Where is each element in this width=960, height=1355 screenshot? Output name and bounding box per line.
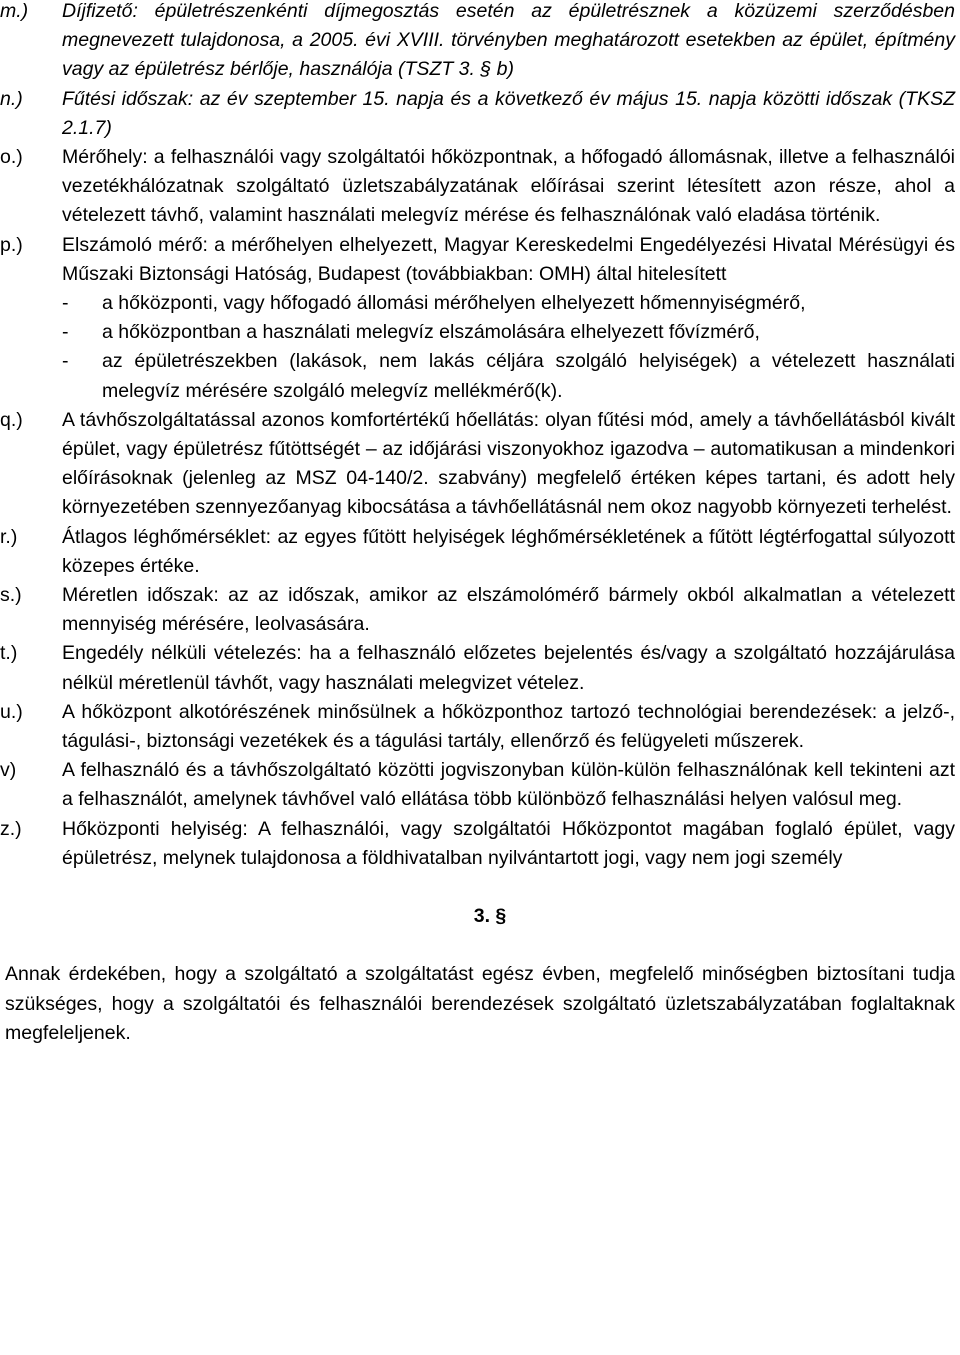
meter-subitem [62,318,955,347]
definition-s [0,581,960,639]
definition-r [0,523,960,581]
definition-v [0,756,960,814]
subitem-text: az épületrészekben (lakások, nem lakás céljára szolgáló helyiségek) a vételezett használati melegvíz mérésére szolgáló melegvíz mellékmérő(k). [102,350,955,402]
definition-p [0,231,960,406]
definition-marker: s.) [0,584,22,607]
spacer [0,931,960,960]
definition-text: Díjfizető: épületrészenkénti díjmegosztás esetén az épületrésznek a közüzemi szerződésben megnevezett tulajdonosa, a 2005. évi XVIII. törvényben meghatározott esetekben az épület, építmény vagy az épületrész bérlője, használója (TSZT 3. § b) [62,0,955,81]
meter-subitem [62,289,955,318]
dash-bullet: - [62,350,69,373]
definition-z [0,815,960,873]
definition-marker: z.) [0,817,22,840]
definition-t [0,639,960,697]
definition-marker: m.) [0,0,29,22]
meter-subitem [62,347,955,405]
spacer [0,873,960,902]
definition-marker: n.) [0,87,23,110]
definition-n [0,85,960,143]
subitem-text: a hőközpontban a használati melegvíz elszámolására elhelyezett fővízmérő, [102,321,760,344]
definition-text: Méretlen időszak: az az időszak, amikor az elszámolómérő bármely okból alkalmatlan a vételezett mennyiség mérésére, leolvasására. [62,584,955,636]
definition-marker: r.) [0,525,18,548]
section-heading: 3. § [473,905,507,928]
definition-marker: v) [0,759,17,782]
definition-text: Mérőhely: a felhasználói vagy szolgáltatói hőközpontnak, a hőfogadó állomásnak, illetve a felhasználói vezetékhálózatnak szolgáltató üzletszabályzatának előírásai szerint létesített azon része, ahol a vételezett távhő, valamint használati melegvíz mérése és felhasználónak való eladása történik. [62,146,955,227]
definition-marker: q.) [0,408,23,431]
definition-text: Elszámoló mérő: a mérőhelyen elhelyezett, Magyar Kereskedelmi Engedélyezési Hivatal Mérésügyi és Műszaki Biztonsági Hatóság, Budapest (továbbiakban: OMH) által hitelesített [62,233,955,285]
definition-o [0,143,960,231]
definition-marker: o.) [0,146,23,169]
definition-q [0,406,960,523]
definition-text: A felhasználó és a távhőszolgáltató közötti jogviszonyban külön-külön felhasználónak kell tekinteni azt a felhasználót, amelynek távhővel való ellátása több különböző felhasználási helyen valósul meg. [62,759,955,811]
dash-bullet: - [62,292,69,315]
definition-text: Átlagos léghőmérséklet: az egyes fűtött helyiségek léghőmérsékletének a fűtött légtérfogattal súlyozott közepes értéke. [62,525,955,577]
definition-marker: p.) [0,233,23,256]
definition-text: Fűtési időszak: az év szeptember 15. napja és a következő év május 15. napja közötti időszak (TKSZ 2.1.7) [62,87,955,139]
definition-text: A hőközpont alkotórészének minősülnek a hőközponthoz tartozó technológiai berendezések: a jelző-, tágulási-, biztonsági vezetékek és a tágulási tartály, ellenőrző és felügyeleti műszerek. [62,700,955,753]
subitem-text: a hőközponti, vagy hőfogadó állomási mérőhelyen elhelyezett hőmennyiségmérő, [102,292,806,315]
dash-bullet: - [62,321,69,344]
definition-u [0,698,960,756]
definition-text: Engedély nélküli vételezés: ha a felhasználó előzetes bejelentés és/vagy a szolgáltató hozzájárulása nélkül méretlenül távhőt, vagy használati melegvizet vételez. [62,642,955,694]
definition-marker: u.) [0,700,23,723]
definition-text: A távhőszolgáltatással azonos komfortértékű hőellátás: olyan fűtési mód, amely a távhőellátásból kivált épület, vagy épületrész fűtöttségét – az időjárási viszonyokhoz igazodva – automatikusan a mindenkori előírásoknak (jelenleg az MSZ 04-140/2. szabvány) megfelelő értéken képes tartani, és adott hely környezetében szennyezőanyag kibocsátása a távhőellátásnál nem okoz nagyobb környezeti terhelést. [62,408,955,519]
definition-m [0,0,960,85]
definition-marker: t.) [0,642,18,665]
closing-paragraph: Annak érdekében, hogy a szolgáltató a szolgáltatást egész évben, megfelelő minőségben biztosítani tudja szükséges, hogy a szolgáltatói és felhasználói berendezések szolgáltató üzletszabályzatában foglaltaknak megfeleljenek. [5,963,955,1044]
definition-text: Hőközponti helyiség: A felhasználói, vagy szolgáltatói Hőközpontot magában foglaló épület, vagy épületrész, melynek tulajdonosa a földhivatalban nyilvántartott jogi, vagy nem jogi személy [62,817,955,869]
